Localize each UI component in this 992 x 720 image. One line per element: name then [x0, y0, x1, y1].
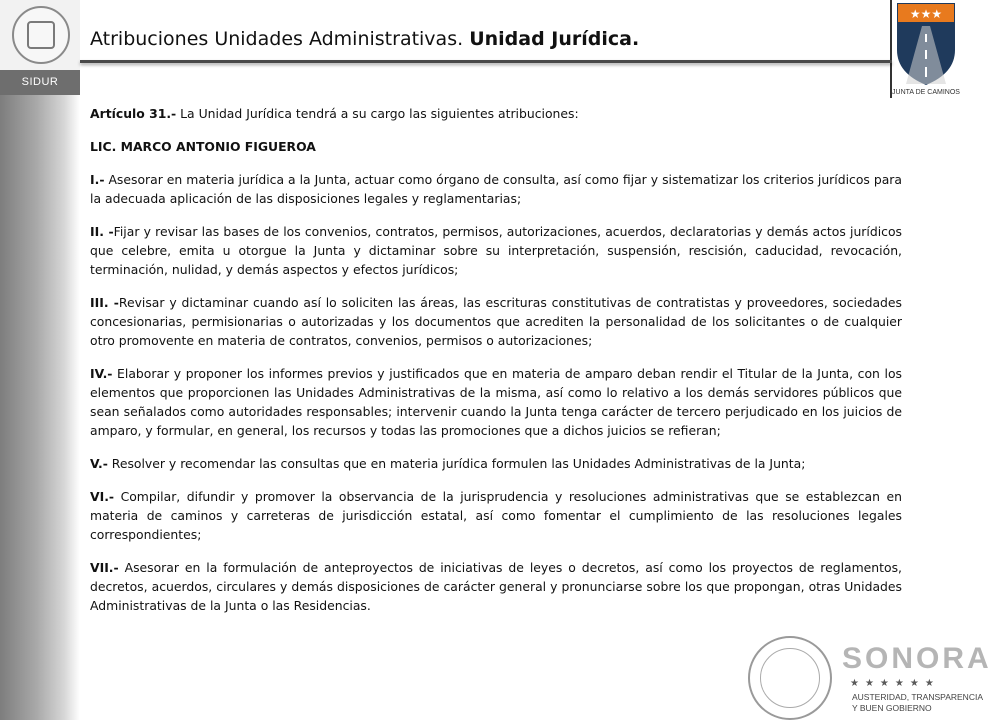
- sidur-logo: [0, 0, 80, 95]
- left-gray-band: [0, 0, 80, 720]
- item-number: III. -: [90, 295, 119, 310]
- item-number: V.-: [90, 456, 108, 471]
- title-regular: Atribuciones Unidades Administrativas.: [90, 28, 470, 50]
- list-item: [90, 487, 902, 544]
- road-shield-icon: [892, 0, 960, 88]
- sidur-label: SIDUR: [0, 70, 80, 95]
- government-seal-icon: [748, 636, 832, 720]
- page-title: [90, 28, 639, 50]
- item-text: Fijar y revisar las bases de los convenios, contratos, permisos, autorizaciones, acuerdos, declaratorias y demás actos jurídicos que celebre, emita u otorgue la Junta y dictaminar sobre su interpretación, suspensión, rescisión, caducidad, revocación, terminación, nulidad, y demás aspectos y efectos jurídicos;: [90, 224, 903, 277]
- item-number: IV.-: [90, 366, 113, 381]
- sonora-wordmark: SONORA: [842, 642, 992, 675]
- gobierno-sonora-logo: [748, 636, 992, 720]
- motto-line-1: AUSTERIDAD, TRANSPARENCIA: [852, 692, 983, 702]
- list-item: [90, 454, 902, 473]
- junta-de-caminos-logo: [890, 0, 960, 98]
- item-number: II. -: [90, 224, 114, 239]
- item-text: Asesorar en la formulación de anteproyectos de iniciativas de leyes o decretos, así como los proyectos de reglamentos, decretos, acuerdos, circulares y demás disposiciones de carácter general y pronunciarse sobre los que propongan, otras Unidades Administrativas de la Junta o las Residencias.: [90, 560, 902, 613]
- list-item: [90, 222, 902, 279]
- list-item: [90, 293, 902, 350]
- title-bold: Unidad Jurídica.: [469, 28, 640, 50]
- item-text: Asesorar en materia jurídica a la Junta, actuar como órgano de consulta, así como fijar y sistematizar los criterios jurídicos para la adecuada aplicación de las disposiciones legales y reglamentarias;: [90, 172, 902, 206]
- document-body: [90, 104, 902, 629]
- item-text: Compilar, difundir y promover la observancia de la jurisprudencia y resoluciones administrativas que se establezcan en materia de caminos y carreteras de jurisdicción estatal, así como fomentar el cumplimiento de las resoluciones legales correspondientes;: [90, 489, 902, 542]
- sonora-motto: [852, 692, 983, 714]
- item-text: Resolver y recomendar las consultas que en materia jurídica formulen las Unidades Administrativas de la Junta;: [107, 456, 806, 471]
- article-lead: Artículo 31.-: [90, 106, 177, 121]
- item-text: Revisar y dictaminar cuando así lo soliciten las áreas, las escrituras constitutivas de contratistas y proveedores, sociedades concesionarias, permisionarias o autorizadas y los documentos que acrediten la personalidad de los solicitantes o de cualquier otro promovente en materia de contratos, convenios, permisos o autorizaciones;: [90, 295, 902, 348]
- item-number: I.-: [90, 172, 105, 187]
- title-divider: [80, 60, 892, 63]
- motto-line-2: Y BUEN GOBIERNO: [852, 703, 932, 713]
- list-item: [90, 364, 902, 440]
- state-seal-icon: [12, 6, 70, 64]
- article-text: La Unidad Jurídica tendrá a su cargo las siguientes atribuciones:: [176, 106, 579, 121]
- responsible-name: LIC. MARCO ANTONIO FIGUEROA: [90, 139, 316, 154]
- junta-label: JUNTA DE CAMINOS: [892, 89, 960, 96]
- item-number: VI.-: [90, 489, 115, 504]
- item-text: Elaborar y proponer los informes previos y justificados que en materia de amparo deban rendir el Titular de la Junta, con los elementos que proporcionen las Unidades Administrativas de la misma, así como lo relativo a los demás servidores públicos que sean señalados como autoridades responsables; intervenir cuando la Junta tenga carácter de tercero perjudicado en los juicios de amparo, y formular, en general, los recursos y todas las promociones que a dichos juicios se refieran;: [90, 366, 902, 438]
- item-number: VII.-: [90, 560, 119, 575]
- article-intro: [90, 104, 902, 123]
- list-item: [90, 170, 902, 208]
- list-item: [90, 558, 902, 615]
- stars-icon: ★★★★★★: [850, 678, 940, 689]
- svg-text:★★★: ★★★: [909, 7, 943, 21]
